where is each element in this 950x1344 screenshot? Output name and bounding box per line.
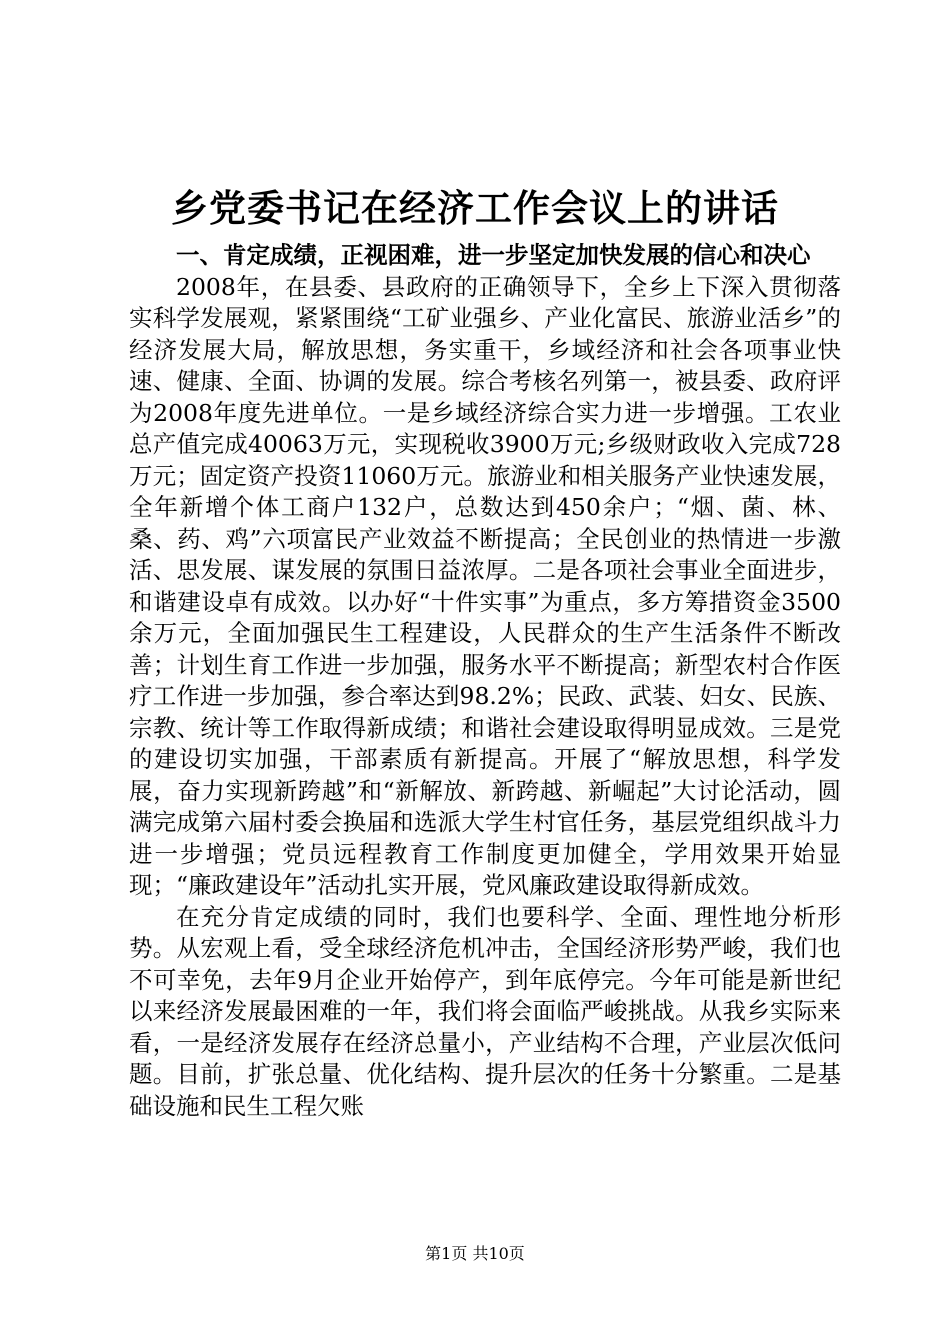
document-title: 乡党委书记在经济工作会议上的讲话 — [171, 187, 779, 230]
paragraph-challenges: 在充分肯定成绩的同时，我们也要科学、全面、理性地分析形势。从宏观上看，受全球经济危机冲击，全国经济形势严峻，我们也不可幸免，去年9月企业开始停产，到年底停完。今年可能是新世纪以来经济发展最困难的一年，我们将会面临严峻挑战。从我乡实际来看，一是经济发展存在经济总量小，产业结构不合理，产业层次低问题。目前，扩张总量、优化结构、提升层次的任务十分繁重。二是基础设施和民生工程欠账 — [129, 902, 841, 1120]
paragraph-achievements: 2008年，在县委、县政府的正确领导下，全乡上下深入贯彻落实科学发展观，紧紧围绕“工矿业强乡、产业化富民、旅游业活乡”的经济发展大局，解放思想，务实重干，乡域经济和社会各项事业快速、健康、全面、协调的发展。综合考核名列第一，被县委、政府评为2008年度先进单位。一是乡域经济综合实力进一步增强。工农业总产值完成40063万元，实现税收3900万元;乡级财政收入完成728万元；固定资产投资11060万元。旅游业和相关服务产业快速发展，全年新增个体工商户132户，总数达到450余户；“烟、菌、林、桑、药、鸡”六项富民产业效益不断提高；全民创业的热情进一步激活、思发展、谋发展的氛围日益浓厚。二是各项社会事业全面进步，和谐建设卓有成效。以办好“十件实事”为重点，多方筹措资金3500余万元，全面加强民生工程建设，人民群众的生产生活条件不断改善；计划生育工作进一步加强，服务水平不断提高；新型农村合作医疗工作进一步加强，参合率达到98.2%；民政、武装、妇女、民族、宗教、统计等工作取得新成绩；和谐社会建设取得明显成效。三是党的建设切实加强，干部素质有新提高。开展了“解放思想，科学发展，奋力实现新跨越”和“新解放、新跨越、新崛起”大讨论活动，圆满完成第六届村委会换届和选派大学生村官任务，基层党组织战斗力进一步增强；党员远程教育工作制度更加健全，学用效果开始显现；“廉政建设年”活动扎实开展，党风廉政建设取得新成效。 — [129, 272, 841, 899]
document-body — [129, 240, 841, 1122]
section-heading: 一、肯定成绩，正视困难，进一步坚定加快发展的信心和决心 — [176, 241, 811, 269]
page-number: 第1页 共10页 — [425, 1244, 525, 1263]
